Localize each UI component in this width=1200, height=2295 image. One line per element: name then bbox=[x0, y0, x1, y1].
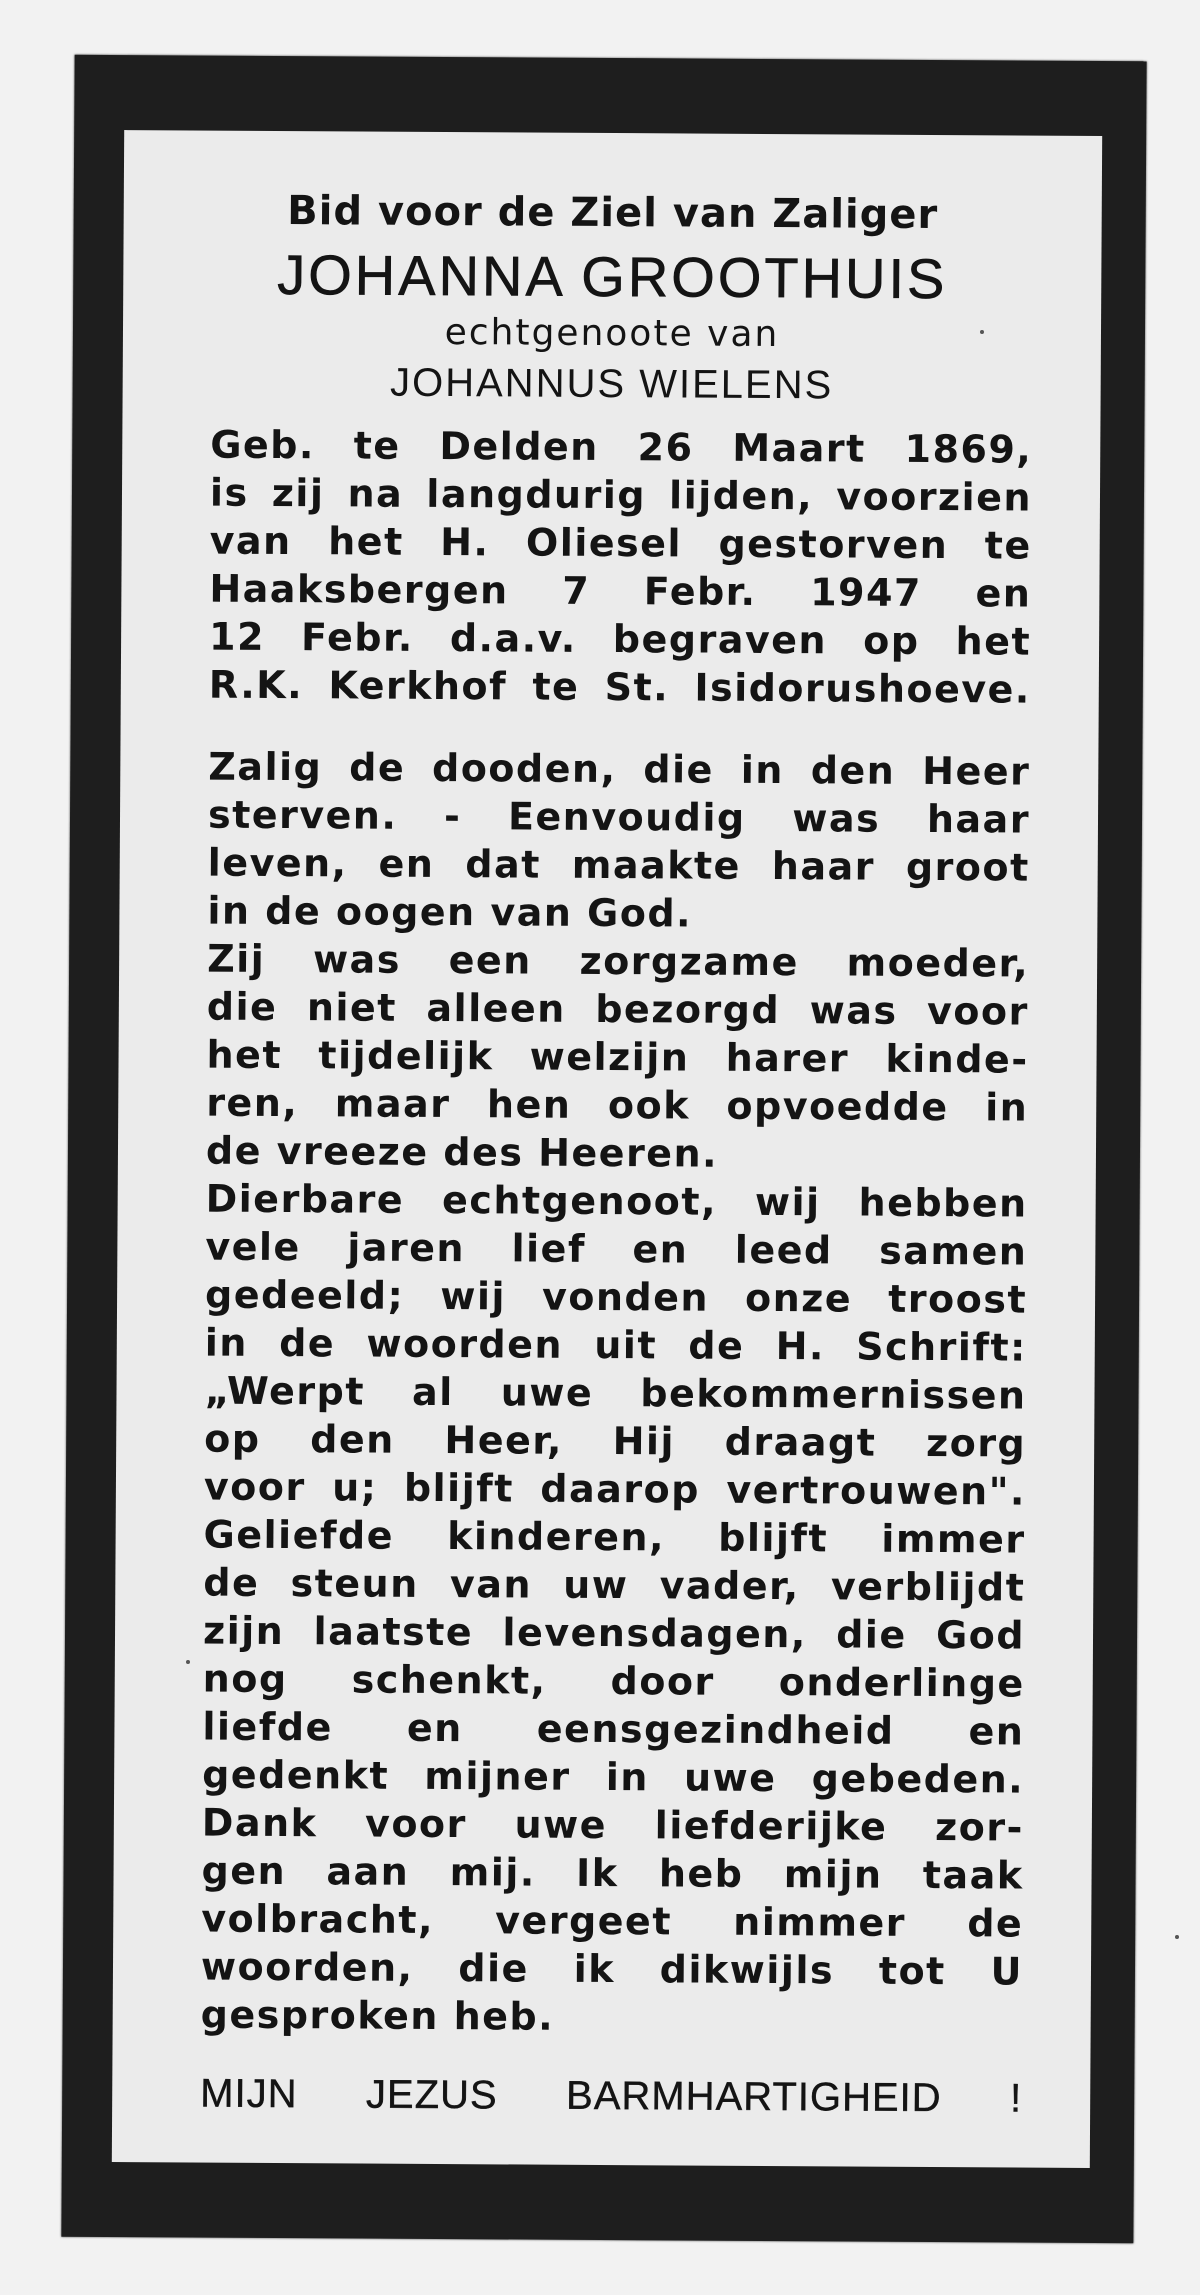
closing-prayer: MIJN JEZUS BARMHARTIGHEID ! bbox=[200, 2071, 1023, 2121]
message-line: nog schenkt, door onderlinge bbox=[202, 1656, 1025, 1706]
bio-line: Haaksbergen 7 Febr. 1947 en bbox=[209, 566, 1032, 616]
message-line: Dierbare echtgenoot, wij hebben bbox=[205, 1176, 1028, 1226]
biography-paragraph bbox=[209, 421, 1033, 714]
message-line: liefde en eensgezindheid en bbox=[202, 1704, 1025, 1754]
bio-line: van het H. Oliesel gestorven te bbox=[209, 518, 1032, 568]
bio-line: 12 Febr. d.a.v. begraven op het bbox=[208, 614, 1032, 664]
message-line: gedeeld; wij vonden onze troost bbox=[204, 1272, 1028, 1322]
card-text-panel bbox=[112, 130, 1102, 2168]
message-line: gesproken heb. bbox=[200, 1992, 555, 2039]
message-line: volbracht, vergeet nimmer de bbox=[201, 1896, 1024, 1946]
message-line: gen aan mij. Ik heb mijn taak bbox=[201, 1848, 1024, 1898]
card-header bbox=[123, 180, 1102, 414]
spouse-label: echtgenoote van bbox=[444, 312, 780, 356]
message-line: leven, en dat maakte haar groot bbox=[207, 840, 1030, 890]
bio-line: Geb. te Delden 26 Maart 1869, bbox=[210, 422, 1033, 472]
message-line: ren, maar hen ook opvoedde in bbox=[206, 1080, 1029, 1130]
prayer-intro: Bid voor de Ziel van Zaliger bbox=[287, 188, 939, 239]
message-line: Zalig de dooden, die in den Heer bbox=[208, 744, 1031, 794]
bio-line: is zij na langdurig lijden, voorzien bbox=[209, 470, 1033, 520]
message-line: Zij was een zorgzame moeder, bbox=[207, 936, 1030, 986]
message-line: „Werpt al uwe bekommernissen bbox=[204, 1368, 1027, 1418]
speck bbox=[980, 330, 984, 334]
message-line: in de woorden uit de H. Schrift: bbox=[204, 1320, 1027, 1370]
message-line: woorden, die ik dikwijls tot U bbox=[200, 1944, 1024, 1994]
message-line: de steun van uw vader, verblijdt bbox=[203, 1560, 1026, 1610]
message-line: in de oogen van God. bbox=[207, 888, 693, 936]
message-line: het tijdelijk welzijn harer kinde- bbox=[206, 1032, 1029, 1082]
speck bbox=[1175, 1935, 1179, 1939]
message-paragraph bbox=[201, 743, 1031, 2044]
message-line: op den Heer, Hij draagt zorg bbox=[204, 1416, 1027, 1466]
message-line: vele jaren lief en leed samen bbox=[205, 1224, 1028, 1274]
message-line: Dank voor uwe liefderijke zor- bbox=[201, 1800, 1024, 1850]
message-line: Geliefde kinderen, blijft immer bbox=[203, 1512, 1026, 1562]
card-body bbox=[201, 421, 1033, 2044]
memorial-card bbox=[61, 55, 1146, 2244]
spouse-name: JOHANNUS WIELENS bbox=[389, 360, 834, 408]
message-line: voor u; blijft daarop vertrouwen". bbox=[203, 1464, 1027, 1514]
message-line: sterven. - Eenvoudig was haar bbox=[207, 792, 1031, 842]
message-line: zijn laatste levensdagen, die God bbox=[202, 1608, 1026, 1658]
bio-line: R.K. Kerkhof te St. Isidorushoeve. bbox=[208, 662, 1031, 712]
deceased-name: JOHANNA GROOTHUIS bbox=[277, 242, 948, 311]
paragraph-gap bbox=[208, 709, 1030, 748]
message-line: de vreeze des Heeren. bbox=[205, 1128, 719, 1176]
message-line: die niet alleen bezorgd was voor bbox=[206, 984, 1029, 1034]
speck bbox=[186, 1660, 190, 1664]
message-line: gedenkt mijner in uwe gebeden. bbox=[202, 1752, 1025, 1802]
